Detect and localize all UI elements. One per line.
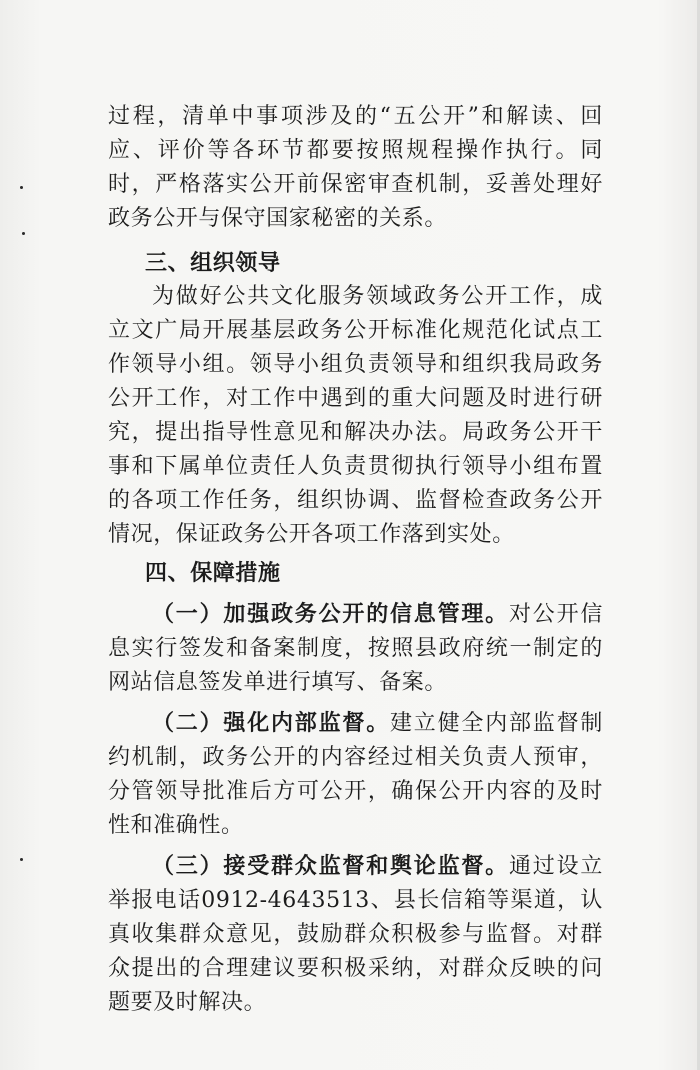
- paragraph-internal-supervision: [108, 706, 603, 843]
- item-body: 对公开信息实行签发和备案制度，按照县政府统一制定的网站信息签发单进行填写、备案。: [108, 602, 603, 695]
- paragraph-organization: 为做好公共文化服务领域政务公开工作，成立文广局开展基层政务公开标准化规范化试点工作领导小组。领导小组负责领导和组织我局政务公开工作，对工作中遇到的重大问题及时进行研究，提出指导性意见和解决办法。局政务公开干事和下属单位责任人负责贯彻执行领导小组布置的各项工作任务，组织协调、监督检查政务公开情况，保证政务公开各项工作落到实处。: [108, 284, 603, 547]
- paragraph-continuation: 过程，清单中事项涉及的“五公开”和解读、回应、评价等各环节都要按照规程操作执行。同时，严格落实公开前保密审查机制，妥善处理好政务公开与保守国家秘密的关系。: [108, 104, 603, 231]
- item-body: 通过设立举报电话0912-4643513、县长信箱等渠道，认真收集群众意见，鼓励群众积极参与监督。对群众提出的合理建议要积极采纳，对群众反映的问题要及时解决。: [108, 854, 603, 1015]
- item-body: 建立健全内部监督制约机制，政务公开的内容经过相关负责人预审，分管领导批准后方可公开，确保公开内容的及时性和准确性。: [108, 711, 603, 838]
- scan-speck: [20, 186, 23, 189]
- document-body: [108, 100, 603, 1020]
- item-lead: （二）强化内部监督。: [152, 710, 390, 736]
- scan-speck: [22, 232, 25, 235]
- scan-speck: [20, 858, 23, 861]
- item-lead: （三）接受群众监督和舆论监督。: [152, 853, 509, 879]
- paragraph-info-management: [108, 597, 603, 700]
- section-heading-safeguards: 四、保障措施: [145, 560, 281, 586]
- section-heading-organization: 三、组织领导: [145, 250, 281, 276]
- item-lead: （一）加强政务公开的信息管理。: [152, 601, 509, 627]
- paragraph-public-supervision: [108, 849, 603, 1020]
